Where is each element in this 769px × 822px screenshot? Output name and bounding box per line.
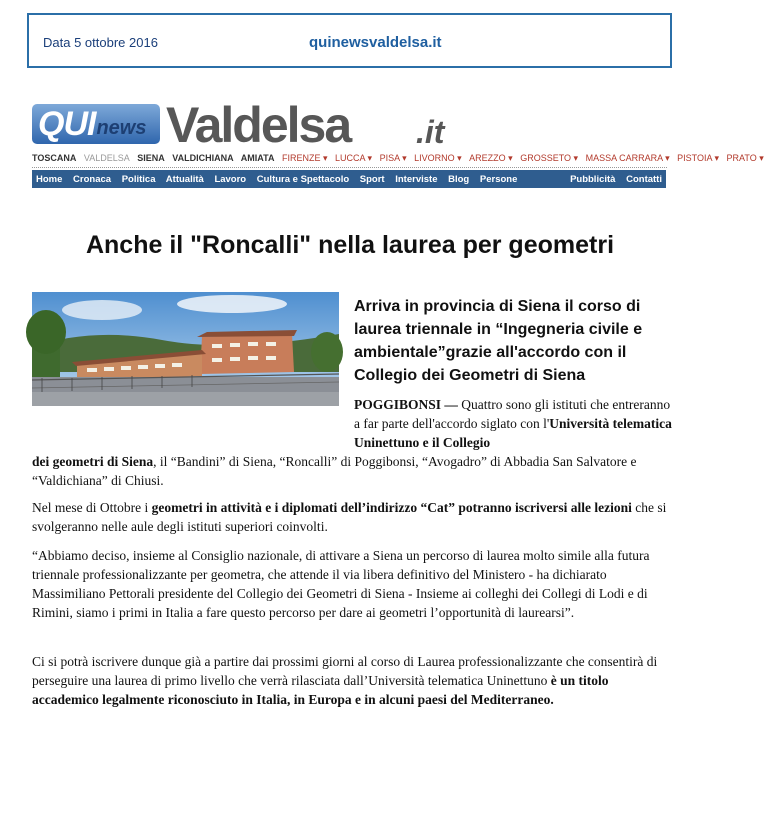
article-paragraph-3: “Abbiamo deciso, insieme al Consiglio nazionale, di attivare a Siena un percorso di laurea molto simile alla futura triennale professionalizzante per geometra, che attende il via libera definitivo del Ministero - ha dichiarato Massimiliano Pettorali presidente del Collegio dei Geometri di Siena - Insieme ai colleghi dei Collegi di Lodi e di Rimini, siamo i primi in Italia a fare questo percorso per dare ai geometri l’opportunità di laurearsi”.	[32, 548, 650, 620]
region-link[interactable]: MASSA CARRARA ▾	[585, 153, 670, 163]
qui-news-badge: QUI news	[32, 104, 160, 144]
nav-politica[interactable]: Politica	[121, 174, 156, 185]
article-lead-text	[354, 395, 674, 452]
site-link[interactable]: quinewsvaldelsa.it	[309, 34, 442, 51]
lead-text-2: , il “Bandini” di Siena, “Roncalli” di Poggibonsi, “Avogadro” di Abbadia San Salvatore e “Valdichiana” di Chiusi.	[32, 454, 637, 488]
region-link[interactable]: PISA ▾	[379, 153, 407, 163]
lead-bold-1: Università telematica Uninettuno e il Collegio	[354, 416, 672, 450]
logo-wordmark: Valdelsa	[166, 97, 351, 153]
region-link[interactable]: VALDELSA	[83, 153, 130, 163]
region-link[interactable]: LUCCA ▾	[335, 153, 373, 163]
nav-cronaca[interactable]: Cronaca	[73, 174, 112, 185]
region-link[interactable]: AREZZO ▾	[469, 153, 513, 163]
main-nav	[32, 170, 666, 188]
region-link[interactable]: PISTOIA ▾	[677, 153, 720, 163]
region-link[interactable]: SIENA	[137, 153, 165, 163]
nav-sport[interactable]: Sport	[359, 174, 385, 185]
article-paragraph-4: Ci si potrà iscrivere dunque già a partire dai prossimi giorni al corso di Laurea professionalizzante che consentirà di perseguire una laurea di primo livello che verrà rilasciata dall’Università telematica Uninettuno è un titolo accademico legalmente riconosciuto in Italia, in Europa e in alcuni paesi del Mediterraneo.	[32, 654, 658, 707]
nav-cultura[interactable]: Cultura e Spettacolo	[256, 174, 350, 185]
masthead-logo[interactable]	[32, 97, 667, 153]
region-nav	[32, 153, 764, 168]
region-link[interactable]: LIVORNO ▾	[414, 153, 462, 163]
region-link[interactable]: PRATO ▾	[726, 153, 764, 163]
region-link[interactable]: VALDICHIANA	[172, 153, 234, 163]
nav-attualita[interactable]: Attualità	[165, 174, 204, 185]
region-link[interactable]: FIRENZE ▾	[281, 153, 328, 163]
region-link[interactable]: AMIATA	[240, 153, 275, 163]
article-subtitle: Arriva in provincia di Siena il corso di laurea triennale in “Ingegneria civile e ambientale”grazie all'accordo con il Collegio dei Geometri di Siena	[354, 298, 643, 384]
nav-interviste[interactable]: Interviste	[395, 174, 438, 185]
logo-tld: .it	[416, 114, 445, 150]
region-link[interactable]: GROSSETO ▾	[520, 153, 579, 163]
dateline: POGGIBONSI —	[354, 397, 458, 412]
nav-contatti[interactable]: Contatti	[626, 174, 662, 185]
nav-home[interactable]: Home	[36, 174, 63, 185]
nav-lavoro[interactable]: Lavoro	[214, 174, 247, 185]
region-link[interactable]: TOSCANA	[32, 153, 77, 163]
article-paragraph-2: Nel mese di Ottobre i geometri in attività e i diplomati dell’indirizzo “Cat” potranno iscriversi alle lezioni che si svolgeranno nelle aule degli istituti superiori coinvolti.	[32, 500, 667, 534]
article-photo	[32, 292, 339, 406]
article-title: Anche il "Roncalli" nella laurea per geometri	[85, 231, 615, 259]
lead-bold-2: dei geometri di Siena	[32, 454, 154, 469]
nav-blog[interactable]: Blog	[448, 174, 470, 185]
clipping-header	[27, 13, 672, 68]
nav-pubblicita[interactable]: Pubblicità	[570, 174, 616, 185]
nav-persone[interactable]: Persone	[479, 174, 518, 185]
article-lead-continued	[32, 452, 672, 490]
clipping-date: Data 5 ottobre 2016	[43, 35, 158, 50]
lead-text-1: Quattro sono gli istituti che entreranno a far parte dell'accordo siglato con l'	[354, 397, 671, 431]
